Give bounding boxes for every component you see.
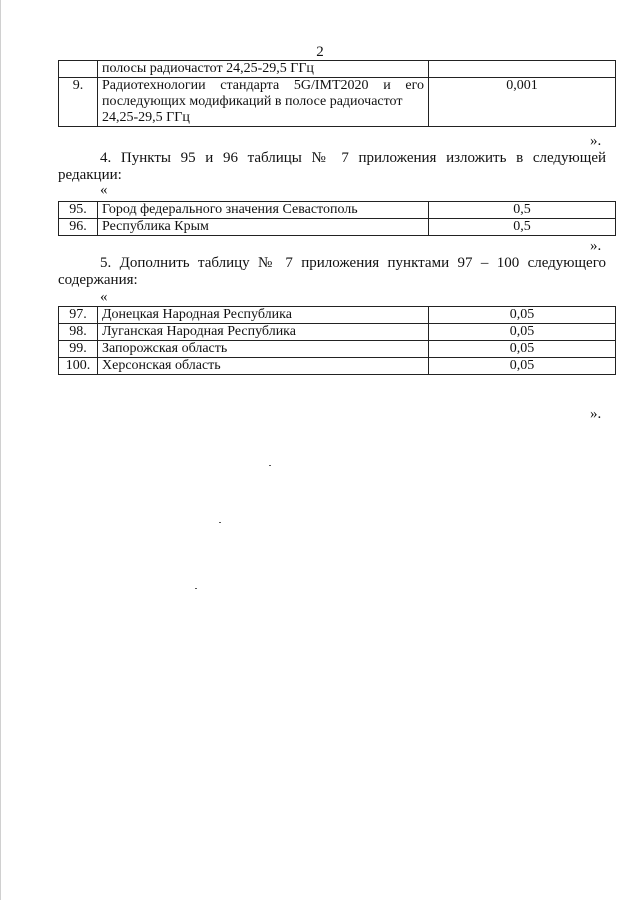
- opening-quote: «: [100, 182, 108, 198]
- table-bottom: [58, 306, 616, 375]
- row-value: 0,05: [429, 324, 616, 341]
- row-name: Республика Крым: [98, 219, 429, 236]
- row-name-line: 24,25-29,5 ГГц: [102, 110, 190, 125]
- row-number: 96.: [59, 219, 98, 236]
- row-value: 0,5: [429, 219, 616, 236]
- row-name: Донецкая Народная Республика: [98, 307, 429, 324]
- paragraph-5: [58, 255, 606, 289]
- row-name: Запорожская область: [98, 341, 429, 358]
- table-row: [59, 324, 616, 341]
- row-value: [429, 61, 616, 78]
- paragraph-5-line-1: 5. Дополнить таблицу № 7 приложения пунктами 97 – 100 следующего: [100, 255, 606, 271]
- row-number: 99.: [59, 341, 98, 358]
- row-value: 0,001: [429, 78, 616, 127]
- row-number: 100.: [59, 358, 98, 375]
- row-value: 0,05: [429, 358, 616, 375]
- scan-edge: [0, 0, 1, 900]
- closing-quote: ».: [590, 238, 602, 254]
- table-row: [59, 358, 616, 375]
- paragraph-5-line-2: содержания:: [58, 272, 138, 288]
- row-name-line: Радиотехнологии стандарта 5G/IMT2020 и его: [102, 78, 424, 93]
- row-value: 0,05: [429, 341, 616, 358]
- paragraph-4-line-2: редакции:: [58, 167, 122, 183]
- row-name-line: последующих модификаций в полосе радиочастот: [102, 94, 403, 109]
- row-number: 98.: [59, 324, 98, 341]
- table-row: [59, 219, 616, 236]
- row-number: 9.: [59, 78, 98, 127]
- row-value: 0,5: [429, 202, 616, 219]
- row-name: полосы радиочастот 24,25-29,5 ГГц: [98, 61, 429, 78]
- table-top: [58, 60, 616, 127]
- opening-quote: «: [100, 289, 108, 305]
- closing-quote: ».: [590, 133, 602, 149]
- table-row: [59, 307, 616, 324]
- row-number: [59, 61, 98, 78]
- table-row: [59, 202, 616, 219]
- scan-speck: [269, 465, 271, 466]
- row-number: 97.: [59, 307, 98, 324]
- table-row: [59, 61, 616, 78]
- page-number: 2: [316, 44, 324, 60]
- scan-speck: [195, 588, 197, 589]
- row-name: Луганская Народная Республика: [98, 324, 429, 341]
- row-name: [98, 78, 429, 127]
- paragraph-4: [58, 150, 606, 184]
- scan-speck: [219, 522, 221, 523]
- row-name: Город федерального значения Севастополь: [98, 202, 429, 219]
- paragraph-4-line-1: 4. Пункты 95 и 96 таблицы № 7 приложения изложить в следующей: [100, 150, 606, 166]
- table-mid: [58, 201, 616, 236]
- row-name: Херсонская область: [98, 358, 429, 375]
- closing-quote: ».: [590, 406, 602, 422]
- table-row: [59, 78, 616, 127]
- table-row: [59, 341, 616, 358]
- row-value: 0,05: [429, 307, 616, 324]
- row-number: 95.: [59, 202, 98, 219]
